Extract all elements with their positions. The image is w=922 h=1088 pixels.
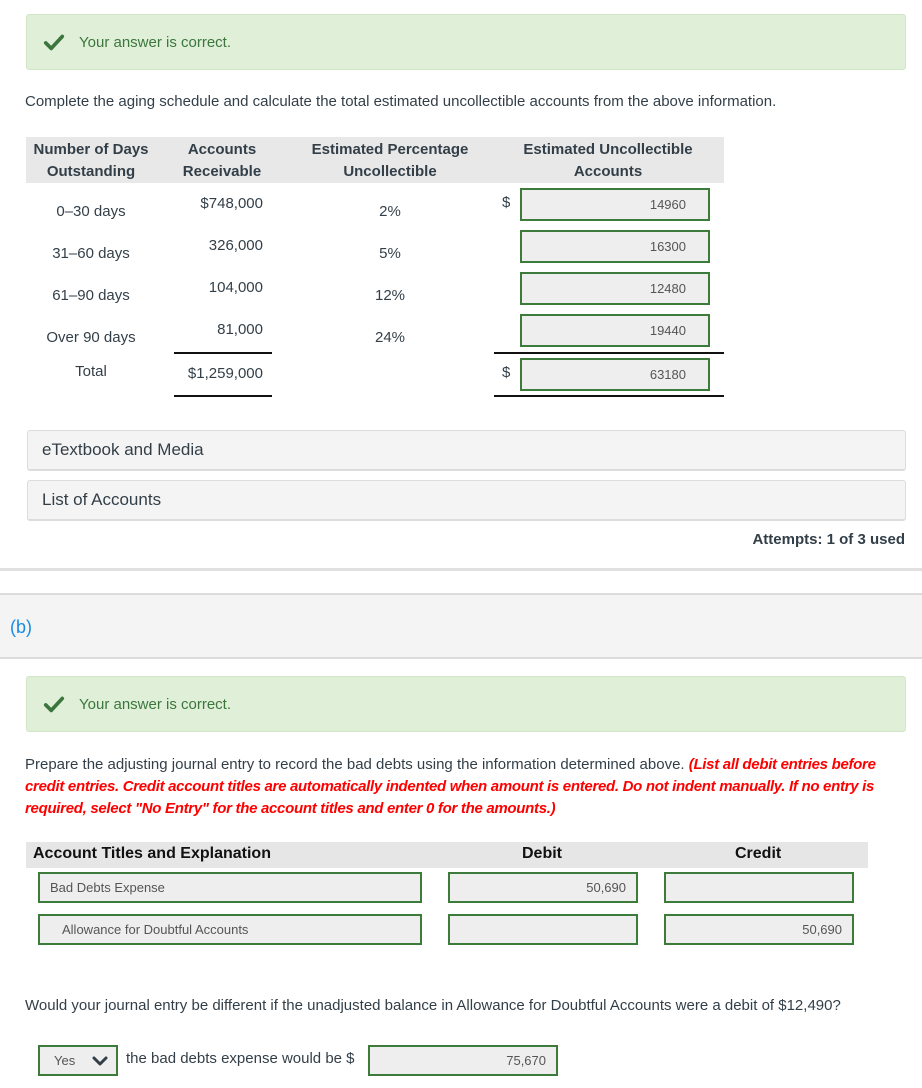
part-label: (b): [10, 617, 32, 637]
subtotal-rule: [494, 352, 724, 354]
list-of-accounts-panel[interactable]: List of Accounts: [27, 480, 906, 521]
check-icon: [43, 693, 65, 715]
header-estimated-line2: Accounts: [573, 162, 643, 180]
estimated-uncollectible-input[interactable]: 12480: [520, 272, 710, 305]
journal-table-header: [26, 842, 868, 868]
header-receivable-line1: Accounts: [187, 140, 257, 158]
etextbook-media-panel[interactable]: eTextbook and Media: [27, 430, 906, 471]
credit-input[interactable]: 50,690: [664, 914, 854, 945]
row-days: 0–30 days: [56, 203, 126, 220]
bad-debts-expense-input[interactable]: 75,670: [368, 1045, 558, 1076]
currency-symbol: $: [502, 364, 511, 381]
instructions-plain: Prepare the adjusting journal entry to record the bad debts using the information determined above.: [25, 756, 689, 773]
currency-symbol: $: [502, 194, 511, 211]
header-percentage-line2: Uncollectible: [343, 162, 437, 180]
row-days: 61–90 days: [52, 287, 130, 304]
feedback-correct-banner: [26, 676, 906, 732]
header-days-line2: Outstanding: [46, 162, 136, 180]
header-percentage: [300, 137, 480, 183]
header-receivable-line2: Receivable: [182, 162, 262, 180]
followup-sentence: the bad debts expense would be $: [126, 1050, 355, 1067]
row-receivable: $748,000: [200, 195, 263, 212]
total-rule: [494, 395, 724, 397]
chevron-down-icon: [92, 1055, 108, 1067]
row-percentage: 12%: [374, 287, 406, 304]
feedback-message: Your answer is correct.: [79, 695, 232, 713]
header-receivable: [170, 137, 274, 183]
account-title-input[interactable]: Bad Debts Expense: [38, 872, 422, 903]
subtotal-rule: [174, 352, 272, 354]
estimated-uncollectible-input[interactable]: 19440: [520, 314, 710, 347]
header-days: [26, 137, 156, 183]
total-receivable: $1,259,000: [187, 365, 263, 382]
attempts-counter: Attempts: 1 of 3 used: [752, 531, 905, 548]
account-title-input[interactable]: Allowance for Doubtful Accounts: [38, 914, 422, 945]
yes-no-select[interactable]: [38, 1045, 118, 1076]
debit-input[interactable]: [448, 914, 638, 945]
header-account-titles: Account Titles and Explanation: [33, 845, 271, 862]
row-receivable: 326,000: [208, 237, 263, 254]
header-debit: Debit: [522, 845, 562, 862]
row-percentage: 2%: [379, 203, 401, 220]
estimated-uncollectible-input[interactable]: 14960: [520, 188, 710, 221]
header-days-line1: Number of Days: [33, 140, 149, 158]
instructions-emphasis: (List all debit entries before credit entries. Credit account titles are automatically indented when amount is entered. Do not indent manually. If no entry is required, select "No Entry" for the account titles and enter 0 for the amounts.): [25, 756, 876, 817]
total-rule: [174, 395, 272, 397]
part-b-header: [0, 593, 922, 659]
row-percentage: 5%: [379, 245, 401, 262]
row-days: 31–60 days: [52, 245, 130, 262]
row-days: Over 90 days: [46, 329, 136, 346]
followup-question: Would your journal entry be different if the unadjusted balance in Allowance for Doubtful Accounts were a debit of $12,490?: [25, 997, 841, 1014]
header-estimated: [512, 137, 704, 183]
credit-input[interactable]: [664, 872, 854, 903]
select-value: Yes: [54, 1053, 76, 1068]
question-text: Complete the aging schedule and calculate the total estimated uncollectible accounts from the above information.: [25, 93, 777, 110]
check-icon: [43, 31, 65, 53]
row-percentage: 24%: [374, 329, 406, 346]
row-receivable: 81,000: [217, 321, 263, 338]
row-receivable: 104,000: [208, 279, 263, 296]
journal-instructions: [25, 754, 905, 820]
total-label: Total: [75, 363, 107, 380]
total-estimated-uncollectible-input[interactable]: 63180: [520, 358, 710, 391]
aging-table-header: [26, 137, 724, 183]
section-divider: [0, 568, 922, 571]
debit-input[interactable]: 50,690: [448, 872, 638, 903]
header-estimated-line1: Estimated Uncollectible: [523, 140, 693, 158]
feedback-message: Your answer is correct.: [79, 33, 232, 51]
feedback-correct-banner: [26, 14, 906, 70]
header-credit: Credit: [735, 845, 782, 862]
header-percentage-line1: Estimated Percentage: [311, 140, 469, 158]
estimated-uncollectible-input[interactable]: 16300: [520, 230, 710, 263]
